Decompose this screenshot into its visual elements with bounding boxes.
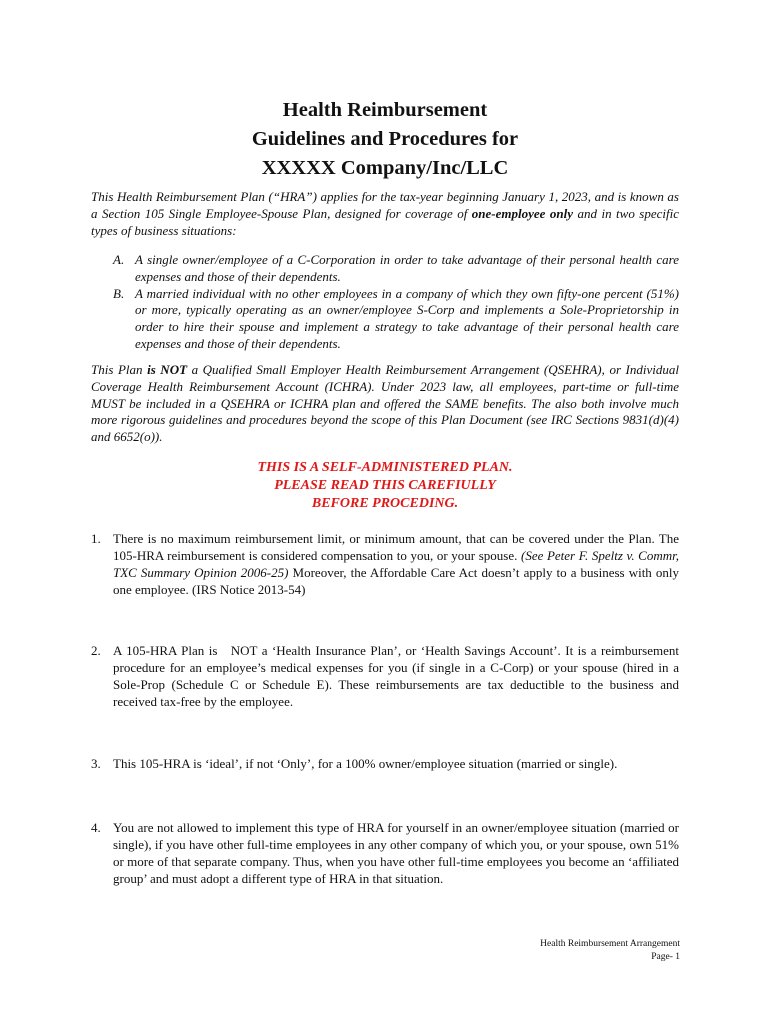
- situation-text: A married individual with no other employees in a company of which they own fifty-one percent (51%) or more, typically operating as an owner/employee S-Corp and implements a Sole-Proprietorship in order to hire their spouse and implement a strategy to take advantage of their personal health care expenses and those of their dependents.: [135, 285, 679, 351]
- warning-line-3: BEFORE PROCEDING.: [311, 496, 459, 511]
- item-body: You are not allowed to implement this type of HRA for yourself in an owner/employee situation (married or single), if you have other full-time employees in any other company of which you, or your spouse, own 51% or more of that separate company. Thus, when you have other full-time employees you become an ‘affiliated group’ and must adopt a different type of HRA in that situation.: [113, 820, 679, 886]
- item-number: 4.: [91, 820, 101, 835]
- situation-marker: A.: [113, 252, 125, 267]
- item-citation: (See Peter F. Speltz v. Commr, TXC Summary Opinion 2006-25): [113, 548, 679, 580]
- situation-list: [91, 252, 679, 353]
- situation-text: A single owner/employee of a C-Corporation in order to take advantage of their personal health care expenses and those of their dependents.: [135, 252, 679, 284]
- notice-text-2: a Qualified Small Employer Health Reimbursement Arrangement (QSEHRA), or Individual Coverage Health Reimbursement Account (ICHRA). Under 2023 law, all employees, part-time or full-time MUST be included in a QSEHRA or ICHRA plan and offered the SAME benefits. The also both involve much more rigorous guidelines and procedures beyond the scope of this Plan Document (see IRC Sections 9831(d)(4) and 6652(o)).: [91, 362, 679, 445]
- page-number: Page- 1: [651, 952, 680, 962]
- numbered-item-2: [91, 642, 683, 710]
- title-line-2: Guidelines and Procedures for: [251, 128, 519, 150]
- page-footer: [540, 938, 680, 964]
- intro-paragraph: [91, 189, 679, 239]
- item-body: This 105-HRA is ‘ideal’, if not ‘Only’, for a 100% owner/employee situation (married or single).: [113, 756, 618, 771]
- notice-text-1: This Plan: [91, 362, 148, 377]
- numbered-item-1: [91, 530, 679, 598]
- notice-bold: is NOT: [147, 362, 188, 377]
- situation-item: [91, 252, 679, 286]
- intro-text-1: This Health Reimbursement Plan (“HRA”) applies for the tax-year beginning January 1, 2023, and is known as a Section 105 Single Employee-Spouse Plan, designed for coverage of: [91, 189, 679, 221]
- item-number: 1.: [91, 531, 101, 546]
- situation-marker: B.: [113, 285, 125, 301]
- situation-item: [91, 286, 679, 353]
- numbered-item-4: [91, 819, 679, 887]
- warning-line-1: THIS IS A SELF-ADMINISTERED PLAN.: [257, 460, 513, 475]
- intro-text-2: and in two specific types of business situations:: [91, 205, 679, 238]
- item-body: A 105-HRA Plan is NOT a ‘Health Insurance Plan’, or ‘Health Savings Account’. It is a reimbursement procedure for an employee’s medical expenses for you (if single in a C-Corp) or your spouse (hired in a Sole-Prop (Schedule C or Schedule E). These reimbursements are tax deductible to the business and received tax-free by the employee.: [113, 643, 683, 709]
- item-text-1: There is no maximum reimbursement limit, or minimum amount, that can be covered under the Plan. The 105-HRA reimbursement is considered compensation to you, or your spouse.: [113, 531, 679, 563]
- intro-bold: one-employee only: [471, 205, 574, 221]
- title-line-1: Health Reimbursement: [282, 99, 488, 121]
- document-title: [0, 96, 770, 183]
- item-body: [91, 530, 679, 598]
- numbered-item-3: [91, 755, 679, 772]
- item-number: 3.: [91, 756, 101, 771]
- warning-line-2: PLEASE READ THIS CAREFIULLY: [274, 478, 496, 493]
- item-text-2: Moreover, the Affordable Care Act doesn’t apply to a business with only one employee. (IRS Notice 2013-54): [113, 565, 679, 597]
- item-number: 2.: [91, 643, 101, 658]
- self-administered-warning: [0, 459, 770, 513]
- notice-paragraph: [91, 362, 679, 446]
- title-line-3: XXXXX Company/Inc/LLC: [261, 157, 509, 179]
- footer-title: Health Reimbursement Arrangement: [540, 939, 680, 949]
